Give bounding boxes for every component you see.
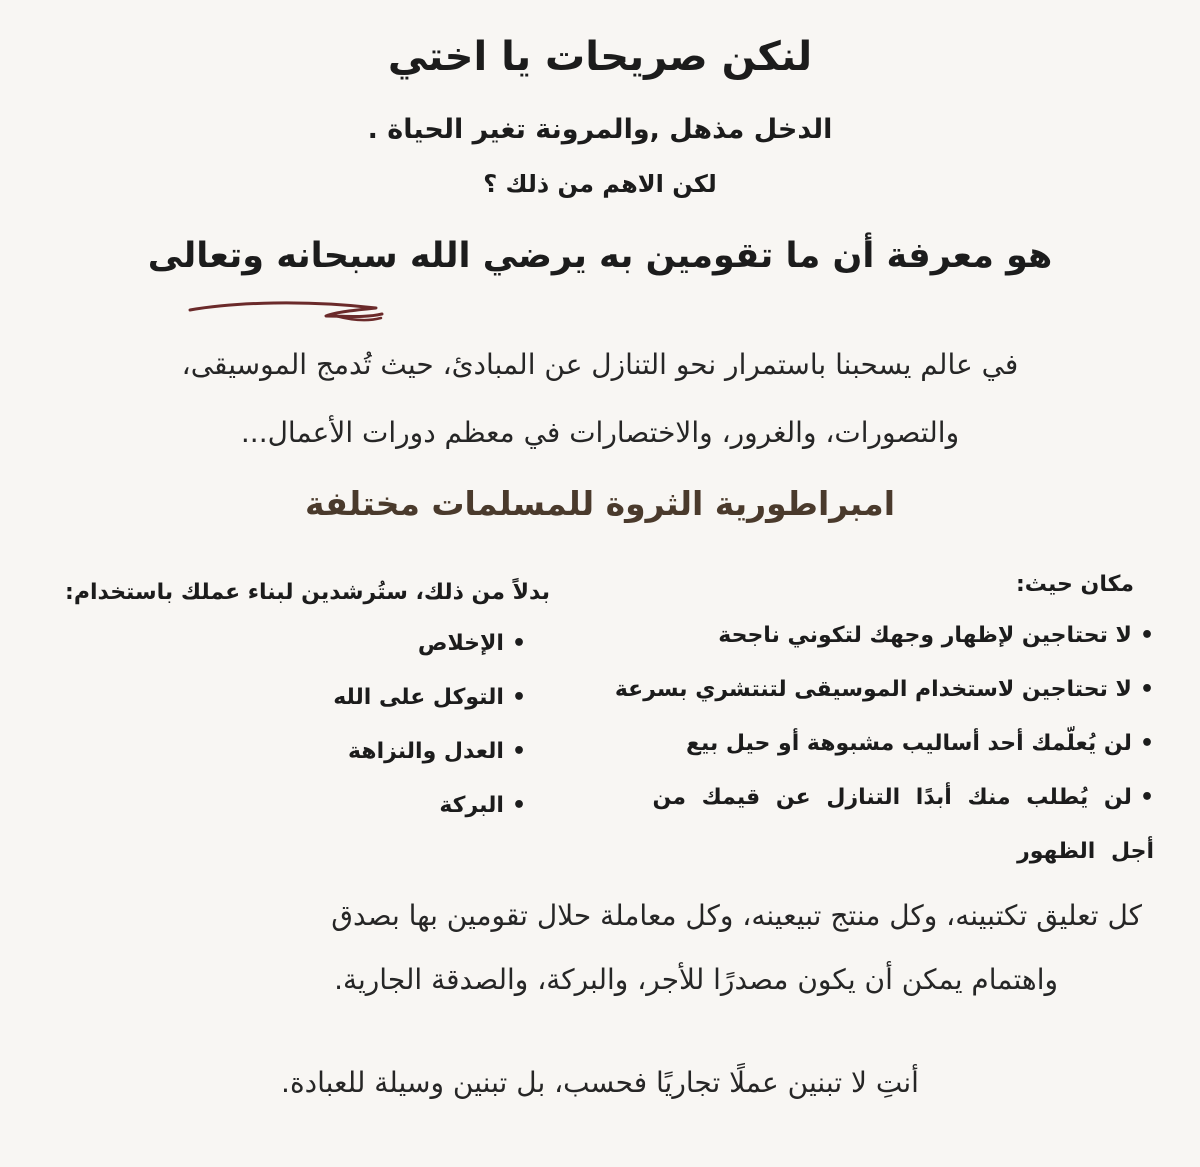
paragraph-line-1: كل تعليق تكتبينه، وكل منتج تبيعينه، وكل معاملة حلال تقومين بها بصدق: [331, 899, 1142, 932]
bullet-icon: •: [1139, 677, 1154, 702]
list-item: •لا تحتاجين لاستخدام الموسيقى لتنتشري بسرعة: [554, 663, 1154, 717]
list-item: •التوكل على الله: [20, 671, 526, 725]
page-title: لنكن صريحات يا اختي: [387, 34, 813, 80]
right-column: [554, 572, 1154, 879]
bullet-icon: •: [511, 739, 526, 764]
intro-line-2: والتصورات، والغرور، والاختصارات في معظم دورات الأعمال...: [240, 416, 960, 449]
list-item: •لا تحتاجين لإظهار وجهك لتكوني ناجحة: [554, 609, 1154, 663]
squiggle-underline-icon: [186, 296, 396, 326]
list-item: •الإخلاص: [20, 617, 526, 671]
bullet-icon: •: [1139, 785, 1154, 810]
bullet-icon: •: [511, 793, 526, 818]
left-column: [20, 580, 550, 833]
left-column-heading: بدلاً من ذلك، ستُرشدين لبناء عملك باستخدام:: [65, 580, 550, 605]
list-item: •لن يُطلب منك أبدًا التنازل عن قيمك من أجل الظهور: [594, 771, 1154, 879]
list-item: •العدل والنزاهة: [20, 725, 526, 779]
left-column-list: [20, 617, 526, 833]
bullet-icon: •: [511, 685, 526, 710]
subtitle-question: لكن الاهم من ذلك ؟: [483, 170, 717, 198]
right-column-heading: مكان حيث:: [1015, 572, 1134, 597]
subtitle-income: الدخل مذهل ,والمرونة تغير الحياة .: [367, 114, 833, 145]
paragraph-line-2: واهتمام يمكن أن يكون مصدرًا للأجر، والبركة، والصدقة الجارية.: [334, 963, 1058, 996]
bullet-icon: •: [1139, 731, 1154, 756]
intro-line-1: في عالم يسحبنا باستمرار نحو التنازل عن المبادئ، حيث تُدمج الموسيقى،: [181, 348, 1019, 381]
list-item: •البركة: [20, 779, 526, 833]
bullet-icon: •: [1139, 623, 1154, 648]
right-column-list: [554, 609, 1154, 879]
headline: هو معرفة أن ما تقومين به يرضي الله سبحانه وتعالى: [147, 236, 1053, 276]
closing-line: أنتِ لا تبنين عملًا تجاريًا فحسب، بل تبنين وسيلة للعبادة.: [281, 1066, 919, 1099]
body-paragraph: [62, 884, 1142, 1012]
list-item: •لن يُعلّمك أحد أساليب مشبوهة أو حيل بيع: [554, 717, 1154, 771]
bullet-icon: •: [511, 631, 526, 656]
empire-heading: امبراطورية الثروة للمسلمات مختلفة: [304, 484, 896, 523]
